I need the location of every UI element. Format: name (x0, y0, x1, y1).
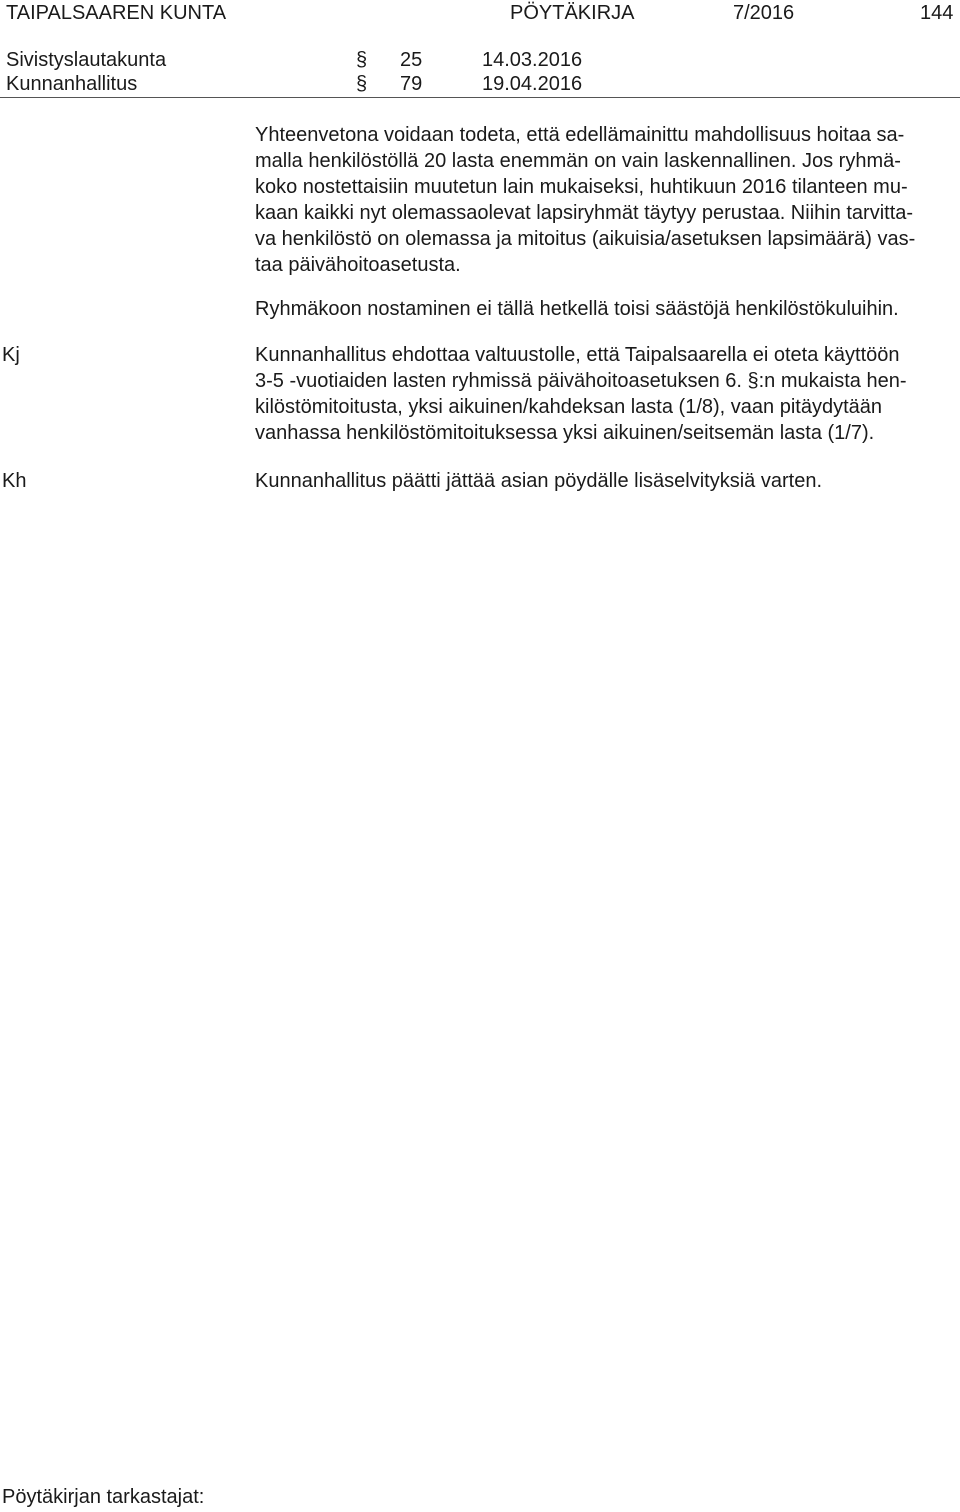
decision-paragraph (255, 468, 822, 494)
issue-number: 7/2016 (733, 2, 795, 24)
text-line: va henkilöstö on olemassa ja mitoitus (aikuisia/asetuksen lapsimäärä) vas- (255, 228, 916, 250)
text-line: malla henkilöstöllä 20 lasta enemmän on vain laskennallinen. Jos ryhmä- (255, 150, 901, 172)
text-line: kaan kaikki nyt olemassaolevat lapsiryhmät täytyy perustaa. Niihin tarvitta- (255, 202, 914, 224)
text-line: 3-5 -vuotiaiden lasten ryhmissä päivähoitoasetuksen 6. §:n mukaista hen- (255, 370, 907, 392)
text-line: Ryhmäkoon nostaminen ei tällä hetkellä toisi säästöjä henkilöstökuluihin. (255, 298, 899, 320)
organization-name: TAIPALSAAREN KUNTA (6, 2, 227, 24)
document-type: PÖYTÄKIRJA (510, 2, 635, 24)
meta-body-name: Kunnanhallitus (6, 73, 138, 95)
text-line: Kunnanhallitus ehdottaa valtuustolle, että Taipalsaarella ei oteta käyttöön (255, 344, 900, 366)
text-line: kilöstömitoitusta, yksi aikuinen/kahdeksan lasta (1/8), vaan pitäydytään (255, 396, 883, 418)
text-line: Yhteenvetona voidaan todeta, että edellämainittu mahdollisuus hoitaa sa- (255, 124, 905, 146)
meta-body-name: Sivistyslautakunta (6, 49, 167, 71)
section-number: 25 (400, 49, 423, 71)
text-line: Kunnanhallitus päätti jättää asian pöydälle lisäselvityksiä varten. (255, 470, 823, 492)
proposal-paragraph (255, 342, 906, 446)
section-sign: § (356, 73, 368, 95)
conclusion-paragraph (255, 296, 899, 322)
proposal-label-kj: Kj (2, 344, 20, 366)
text-line: koko nostettaisiin muutetun lain mukaiseksi, huhtikuun 2016 tilanteen mu- (255, 176, 908, 198)
minutes-reviewers-label: Pöytäkirjan tarkastajat: (2, 1486, 205, 1508)
page-number: 144 (920, 2, 954, 24)
meeting-date: 14.03.2016 (482, 49, 583, 71)
text-line: vanhassa henkilöstömitoituksessa yksi aikuinen/seitsemän lasta (1/7). (255, 422, 875, 444)
meeting-date: 19.04.2016 (482, 73, 583, 95)
header-divider (0, 97, 960, 98)
summary-paragraph (255, 122, 915, 278)
decision-label-kh: Kh (2, 470, 27, 492)
section-sign: § (356, 49, 368, 71)
section-number: 79 (400, 73, 423, 95)
text-line: taa päivähoitoasetusta. (255, 254, 461, 276)
